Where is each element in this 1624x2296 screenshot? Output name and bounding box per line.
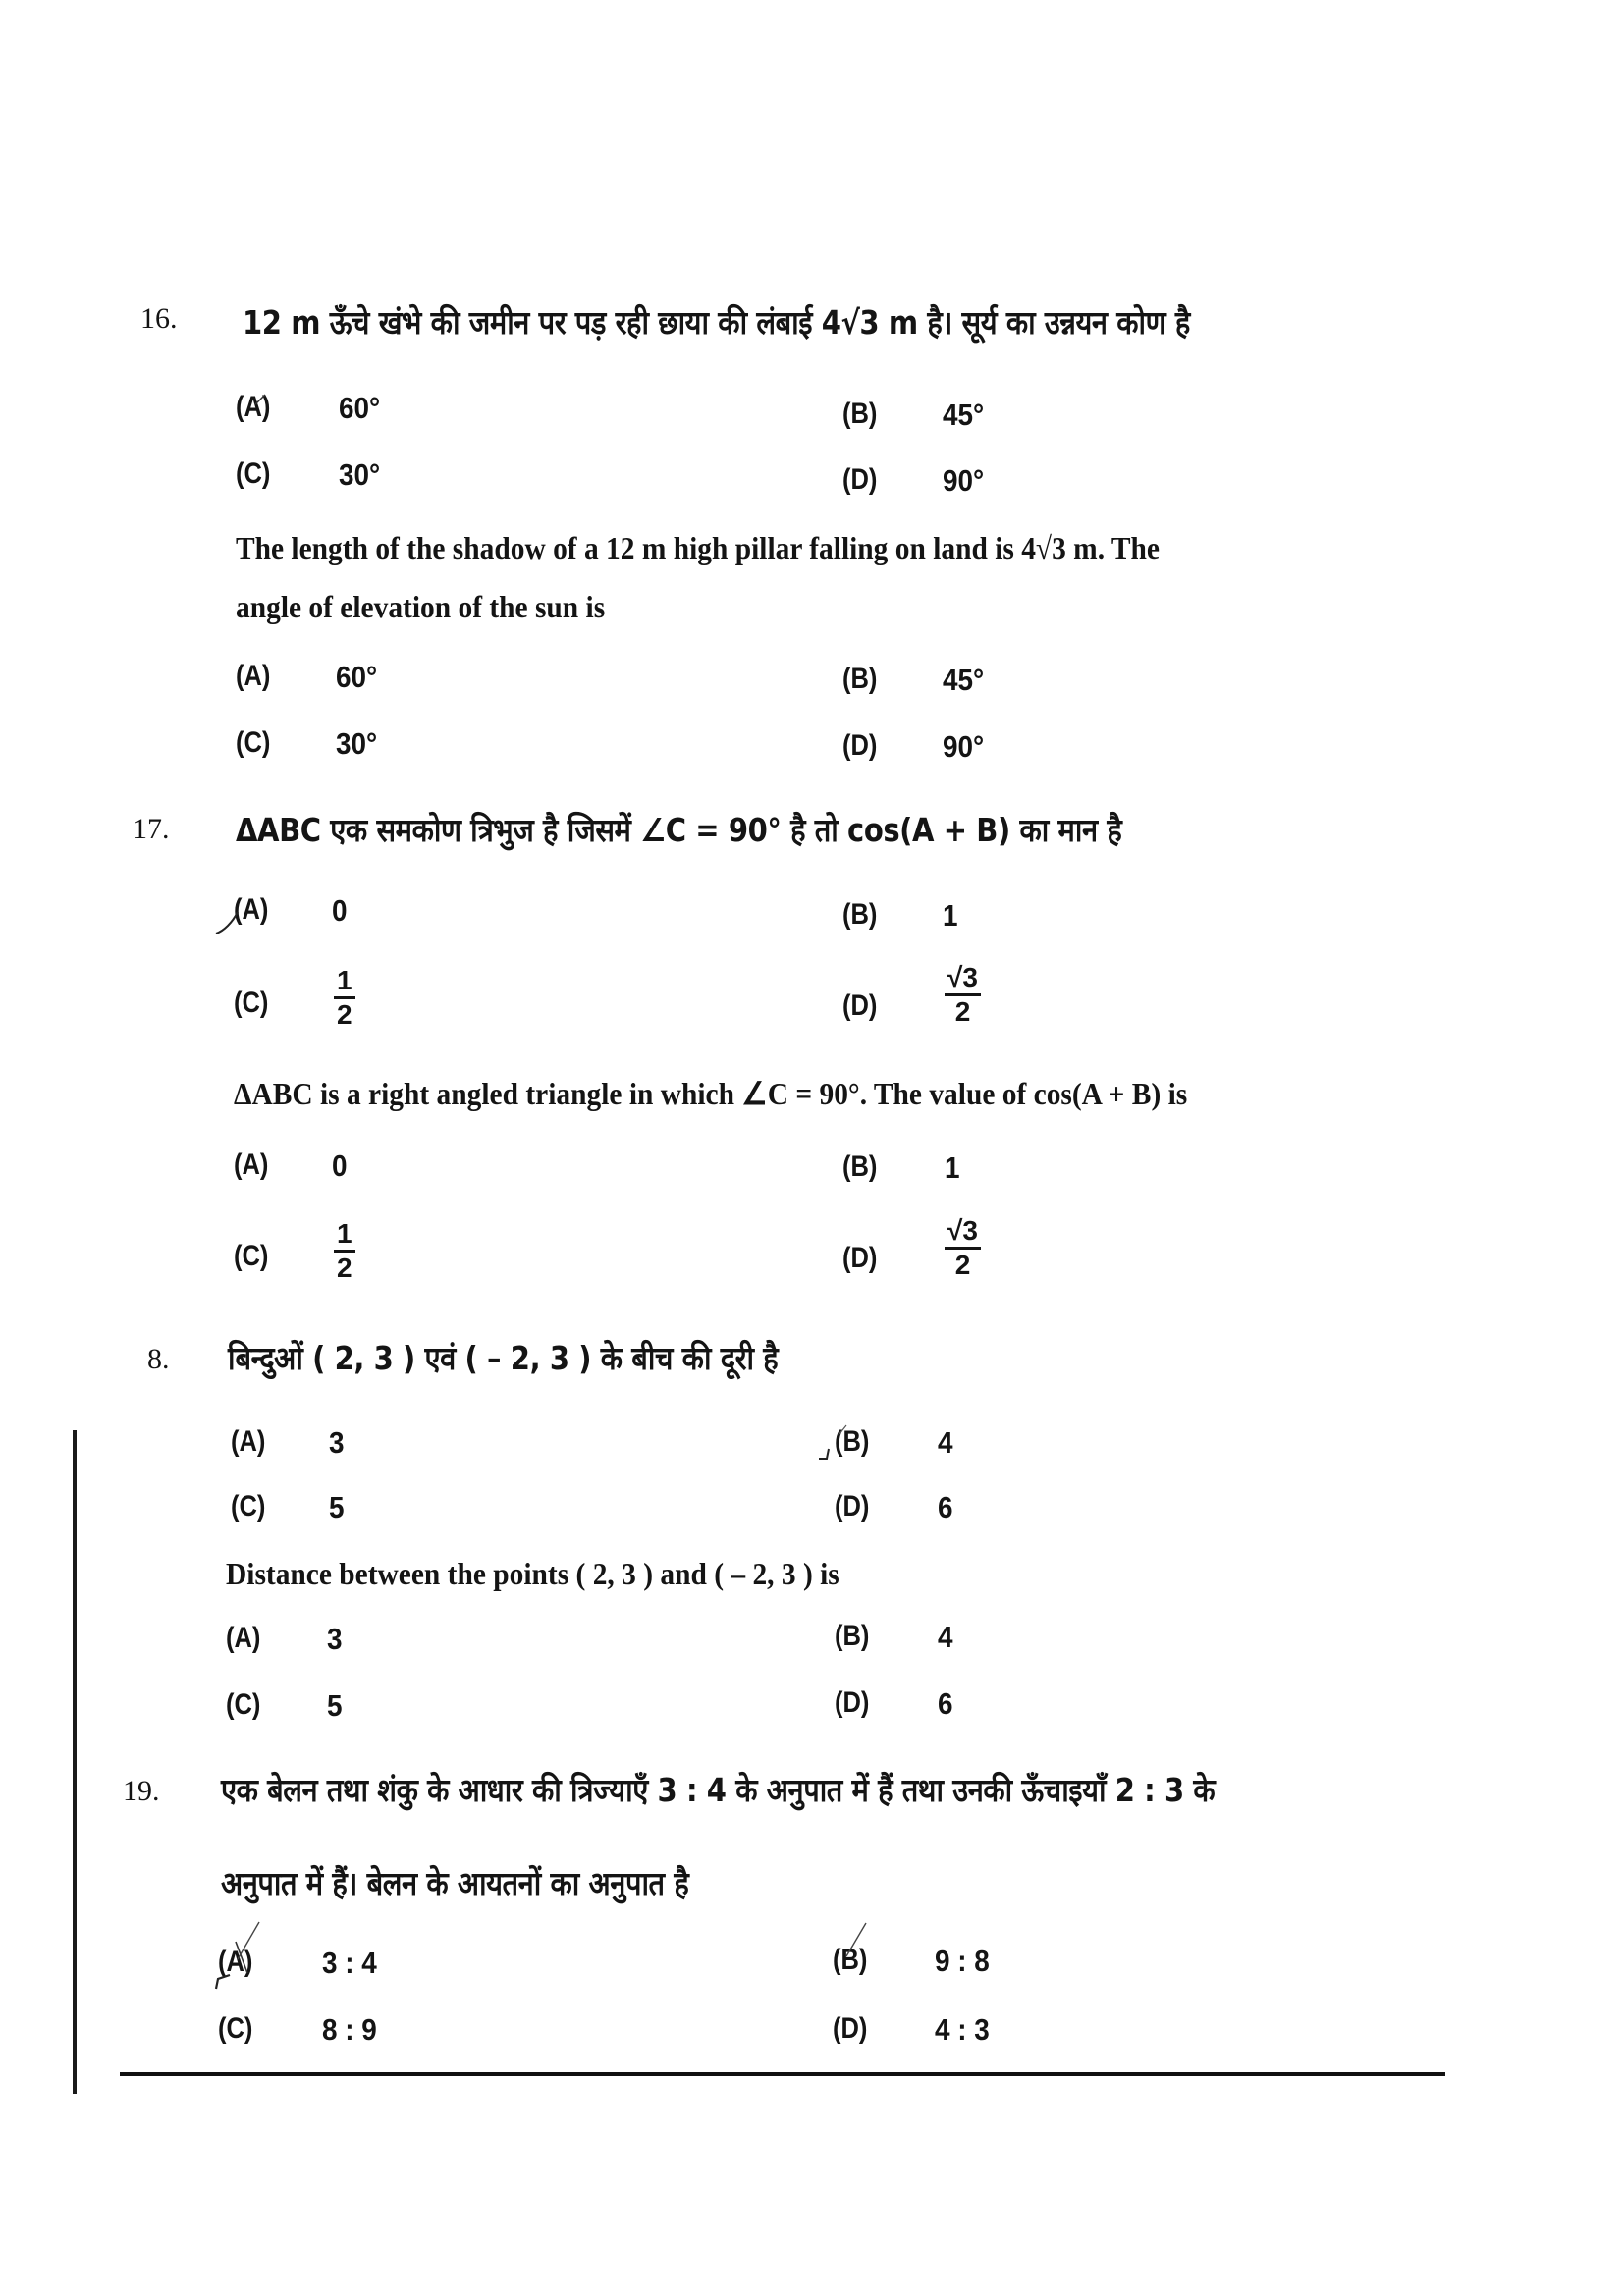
option-label: (D) — [842, 989, 878, 1022]
margin-line — [73, 1430, 77, 2094]
option-value: 45° — [943, 398, 985, 432]
option-value: 90° — [943, 729, 985, 764]
option-value-fraction: $\frac{1}{2}$ — [334, 1220, 355, 1282]
option-value: 60° — [336, 660, 378, 694]
option-label: (D) — [835, 1686, 870, 1719]
option-value: 60° — [339, 391, 381, 425]
option-label: (D) — [842, 463, 878, 496]
question-text-english: ΔABC is a right angled triangle in which ∠C = 90°. The value of cos(A + B) is — [234, 1076, 1188, 1111]
question-text-english-cont: angle of elevation of the sun is — [236, 589, 606, 624]
option-value: 1 — [943, 898, 958, 933]
option-label: (C) — [236, 457, 271, 490]
question-text-hindi: बिन्दुओं ( 2, 3 ) एवं ( – 2, 3 ) के बीच की दूरी है — [228, 1339, 779, 1377]
question-text-hindi: एक बेलन तथा शंकु के आधार की त्रिज्याएँ 3 : 4 के अनुपात में हैं तथा उनकी ऊँचाइयाँ 2 : 3 के — [221, 1771, 1216, 1809]
option-label: (A) — [236, 391, 271, 423]
option-value-fraction: $\frac{1}{2}$ — [334, 967, 355, 1029]
option-label: (A) — [231, 1425, 266, 1458]
option-label: (B) — [833, 1944, 868, 1976]
question-text-english: The length of the shadow of a 12 m high pillar falling on land is 4√3 m. The — [236, 530, 1160, 565]
question-number: 17. — [133, 813, 170, 845]
option-label: (A) — [218, 1946, 253, 1978]
option-label: (C) — [234, 1240, 269, 1272]
option-value: 5 — [329, 1490, 345, 1524]
option-label: (C) — [218, 2012, 253, 2045]
pen-tick-mark-icon — [253, 393, 267, 406]
option-value: 3 — [329, 1425, 345, 1460]
option-value: 0 — [332, 1148, 348, 1183]
question-number: 16. — [140, 302, 178, 335]
option-value-fraction: $\frac{√3}{2}$ — [945, 1217, 981, 1279]
question-text-hindi: 12 m ऊँचे खंभे की जमीन पर पड़ रही छाया की लंबाई 4√3 m है। सूर्य का उन्नयन कोण है — [243, 303, 1190, 342]
option-value: 1 — [945, 1150, 960, 1185]
option-label: (B) — [842, 898, 878, 931]
option-value: 30° — [336, 726, 378, 761]
option-value: 45° — [943, 663, 985, 697]
bottom-rule — [120, 2072, 1445, 2076]
option-label: (B) — [842, 663, 878, 695]
option-label: (C) — [231, 1490, 266, 1522]
option-label: (B) — [842, 398, 878, 430]
option-label: (D) — [835, 1490, 870, 1522]
pen-tick-mark-icon — [214, 908, 244, 937]
question-text-hindi-cont: अनुपात में हैं। बेलन के आयतनों का अनुपात है — [221, 1864, 689, 1902]
option-value: 0 — [332, 893, 348, 928]
question-number: 8. — [147, 1343, 170, 1375]
option-label: (B) — [835, 1620, 870, 1652]
option-value: 9 : 8 — [935, 1944, 990, 1978]
option-label: (C) — [234, 987, 269, 1019]
option-value: 3 — [327, 1622, 343, 1656]
option-value-fraction: $\frac{√3}{2}$ — [945, 964, 981, 1026]
option-value: 4 — [938, 1425, 953, 1460]
option-label: (D) — [842, 729, 878, 762]
option-label: (D) — [833, 2012, 868, 2045]
option-label: (A) — [226, 1622, 261, 1654]
option-value: 4 : 3 — [935, 2012, 990, 2047]
option-label: (C) — [236, 726, 271, 759]
option-value: 30° — [339, 457, 381, 492]
option-value: 6 — [938, 1686, 953, 1721]
pen-tick-mark-icon — [833, 1919, 872, 1958]
option-label: (B) — [842, 1150, 878, 1183]
option-value: 4 — [938, 1620, 953, 1654]
option-label: (B) — [835, 1425, 870, 1458]
question-text-hindi: ΔABC एक समकोण त्रिभुज है जिसमें ∠C = 90° है तो cos(A + B) का मान है — [236, 811, 1122, 849]
option-value: 5 — [327, 1688, 343, 1723]
option-value: 6 — [938, 1490, 953, 1524]
option-value: 90° — [943, 463, 985, 498]
option-value: 8 : 9 — [322, 2012, 377, 2047]
option-label: (D) — [842, 1242, 878, 1274]
question-text-english: Distance between the points ( 2, 3 ) and ( – 2, 3 ) is — [226, 1556, 839, 1591]
option-label: (A) — [234, 1148, 269, 1181]
option-value: 3 : 4 — [322, 1946, 377, 1980]
pen-cross-mark-icon — [208, 1916, 267, 1995]
option-label: (A) — [234, 893, 269, 926]
option-label: (A) — [236, 660, 271, 692]
question-number: 19. — [123, 1775, 160, 1807]
pen-tick-mark-icon — [817, 1423, 850, 1463]
option-label: (C) — [226, 1688, 261, 1721]
